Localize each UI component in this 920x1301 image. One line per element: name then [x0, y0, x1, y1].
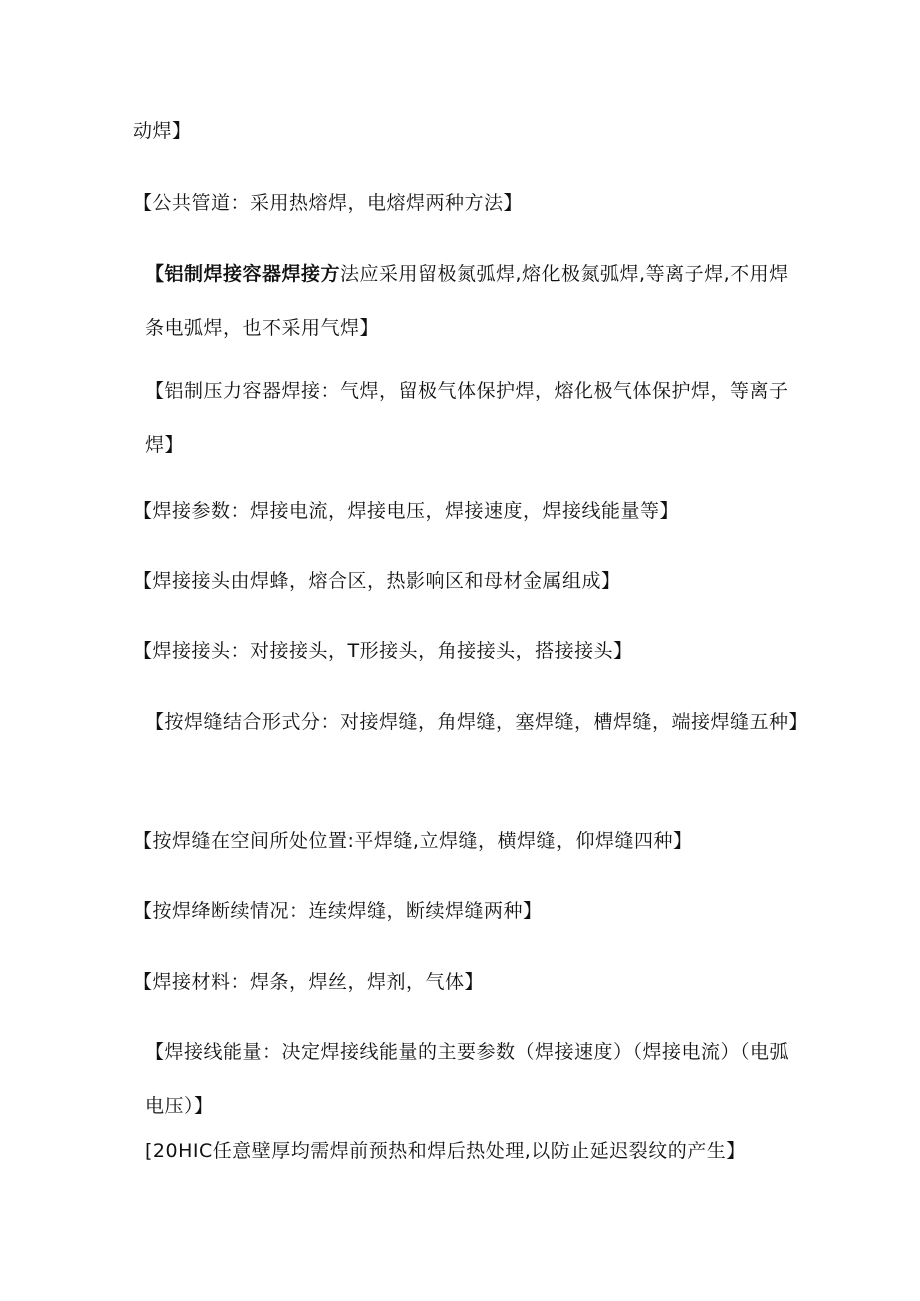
paragraph-text: 【焊接接头：对接接头，T形接头，角接接头，搭接接头】 — [133, 640, 633, 662]
paragraph-1 — [133, 104, 805, 158]
paragraph-text: 法应采用留极氮弧焊,熔化极氮弧焊,等离子焊,不用焊条电弧焊，也不采用气焊】 — [145, 263, 789, 339]
paragraph-3 — [145, 247, 805, 355]
paragraph-13 — [145, 1124, 805, 1178]
paragraph-text: 【按焊缝在空间所处位置:平焊缝,立焊缝，横焊缝，仰焊缝四种】 — [133, 830, 693, 852]
paragraph-text: 【焊接接头由焊蜂，熔合区，热影响区和母材金属组成】 — [133, 570, 621, 592]
paragraph-6 — [133, 554, 805, 608]
paragraph-4 — [145, 364, 805, 472]
paragraph-text: 【铝制压力容器焊接：气焊，留极气体保护焊，熔化极气体保护焊，等离子焊】 — [145, 380, 789, 456]
paragraph-text: 【公共管道：采用热熔焊，电熔焊两种方法】 — [133, 192, 524, 214]
paragraph-8 — [145, 695, 809, 749]
paragraph-text: 动焊】 — [133, 120, 192, 142]
paragraph-text: 【焊接参数：焊接电流，焊接电压，焊接速度，焊接线能量等】 — [133, 500, 680, 522]
paragraph-9 — [133, 814, 805, 868]
paragraph-bold-lead: 【铝制焊接容器焊接方 — [145, 263, 341, 285]
paragraph-2 — [133, 176, 805, 230]
paragraph-12 — [145, 1025, 805, 1133]
paragraph-10 — [133, 884, 805, 938]
paragraph-5 — [133, 484, 805, 538]
paragraph-text: 【焊接线能量：决定焊接线能量的主要参数（焊接速度）（焊接电流）（电弧电压）】 — [145, 1041, 790, 1117]
paragraph-11 — [133, 955, 805, 1009]
paragraph-text: 【焊接材料：焊条，焊丝，焊剂，气体】 — [133, 971, 485, 993]
paragraph-text: 【按焊绛断续情况：连续焊缝，断续焊缝两种】 — [133, 900, 543, 922]
paragraph-7 — [133, 624, 805, 678]
paragraph-text: 【按焊缝结合形式分：对接焊缝，角焊缝，塞焊缝，槽焊缝，端接焊缝五种】 — [145, 711, 809, 733]
paragraph-text: [20HIC任意壁厚均需焊前预热和焊后热处理,以防止延迟裂纹的产生】 — [145, 1140, 746, 1162]
